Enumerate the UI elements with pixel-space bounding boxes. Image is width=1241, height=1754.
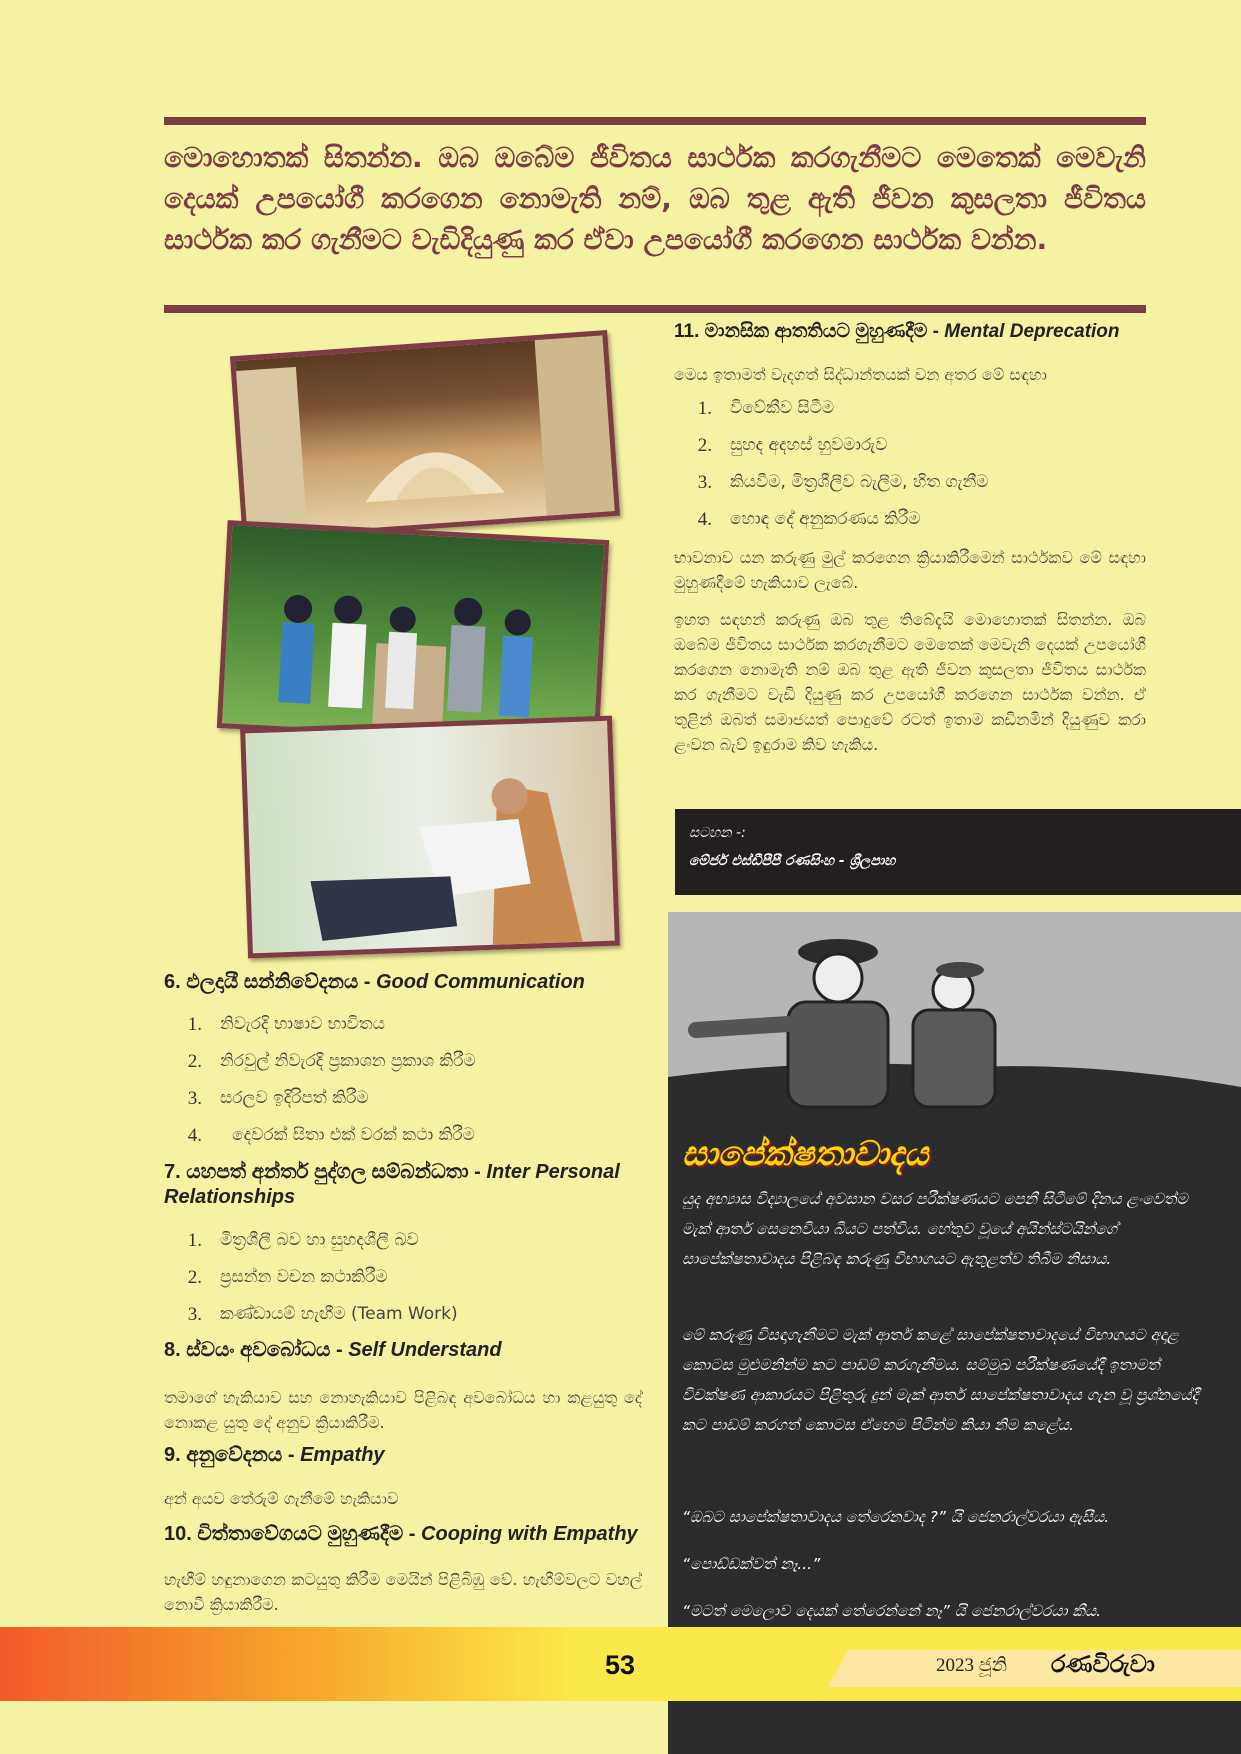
section-10-title-en: Cooping with Empathy	[421, 1523, 638, 1545]
page-number: 53	[605, 1650, 636, 1680]
cartoon-quote-2: “පොඩ්ඩක්වත් නෑ...”	[682, 1555, 821, 1573]
list-item: 1. විවේකීව සිටීම	[697, 398, 835, 419]
list-item-text: සුහද අදහස් හුවමාරුව	[730, 435, 888, 455]
list-item-text: නිවැරදි භාෂාව භාවිතය	[220, 1014, 385, 1034]
section-6-heading	[164, 970, 644, 995]
section-9-title-en: Empathy	[300, 1444, 385, 1466]
list-item-text: ප්‍රසන්න වචන කථාකිරීම	[220, 1267, 388, 1287]
cartoon-quote-1: “ඔබට සාපේක්ෂතාවාදය තේරෙනවාද ?” යි ජෙනරාල්වරයා ඇසීය.	[682, 1508, 1110, 1526]
list-item-text: හොඳ දේ අනුකරණය කිරීම	[730, 509, 921, 529]
list-item: 4. හොඳ දේ අනුකරණය කිරීම	[697, 509, 921, 530]
section-11-paragraph-1: භාවනාව යන කරුණු මුල් කරගෙන ක්‍රියාකිරීමෙන් සාර්ථකව මේ සඳහා මුහුණදීමේ හැකියාව ලැබේ.	[674, 548, 1146, 592]
section-11-intro: මෙය ඉතාමත් වැදගත් සිද්ධාන්තයක් වන අතර මේ සඳහා	[674, 365, 1047, 384]
friends-illustration	[222, 525, 604, 742]
section-11-title: 11. මානසික ආතතියට මුහුණදීම -	[674, 321, 945, 342]
section-6-title-en: Good Communication	[376, 971, 585, 993]
note-author: මේජර් එස්ඩීපීපී රණසිංහ - ශ්‍රීලපාහ	[689, 853, 896, 869]
list-item-text: නිරවුල් නිවැරදි ප්‍රකාශන ප්‍රකාශ කිරීම	[220, 1051, 476, 1071]
magazine-brand: රණවිරුවා	[1051, 1650, 1155, 1678]
section-8-title-en: Self Understand	[348, 1339, 502, 1361]
note-label: සටහන -:	[689, 825, 746, 841]
list-item: 3. කණ්ඩායම් හැඟීම (Team Work)	[187, 1304, 458, 1325]
list-item-text: දෙවරක් සිතා එක් වරක් කථා කිරීම	[232, 1125, 475, 1145]
list-item-text: කියවීම, මිත්‍රශීලීව බැලීම, හිත ගැනීම	[730, 472, 989, 492]
section-10-heading	[164, 1522, 654, 1547]
section-11-paragraph-2: ඉහත සඳහන් කරුණු ඔබ තුළ තිබේදැයි මොහොතක් සිතන්න. ඔබ ඔබේම ජීවිතය සාර්ථක කරගැනීමට මෙතෙක් මෙවැනි දෙයක් උපයෝගී කරගෙන නොමැති නම් ඔබ තුළ ඇති ජීවන කුසලතා ජීවිතය සාර්ථක කර ගැනීමට වැඩි දියුණු කර උපයෝගී කරගෙන සාර්ථක වන්න. ඒ තුළින් ඔබත් සමාජයත් පොදුවේ රටත් ඉතාම කඩිනමින් දියුණුව කරා ළංවන බැව් ඉඳුරාම කිව හැකිය.	[674, 610, 1146, 754]
list-item-text: සරලව ඉදිරිපත් කිරීම	[220, 1088, 369, 1108]
list-item: 3. කියවීම, මිත්‍රශීලීව බැලීම, හිත ගැනීම	[697, 472, 989, 493]
relaxing-man-photo	[240, 716, 620, 959]
top-rule	[164, 117, 1146, 125]
section-7-heading	[164, 1160, 654, 1210]
section-11-title-en: Mental Deprecation	[944, 321, 1120, 342]
section-11-list	[674, 398, 1146, 546]
man-illustration	[245, 721, 614, 953]
list-item-text: විවේකීව සිටීම	[730, 398, 835, 418]
books-photo	[230, 330, 620, 542]
list-item: 2. සුහද අදහස් හුවමාරුව	[697, 435, 888, 456]
section-8-text: තමාගේ හැකියාව සහ නොහැකියාව පිළිබඳ අවබෝධය හා කළයුතු දේ නොකළ යුතු දේ අනුව ක්‍රියාකිරීම.	[164, 1388, 642, 1432]
friends-photo	[217, 520, 609, 748]
section-8-title: 8. ස්වයං අවබෝධය -	[164, 1339, 349, 1361]
cartoon-illustration	[668, 912, 1241, 1112]
list-item: 2. නිරවුල් නිවැරදි ප්‍රකාශන ප්‍රකාශ කිරීම	[187, 1051, 476, 1072]
section-10-text: හැඟීම් හඳුනාගෙන කටයුතු කිරීම මෙයින් පිළිබිඹු වේ. හැඟීම්වලට වහල් නොවී ක්‍රියාකිරීම.	[164, 1570, 642, 1614]
footer-band	[0, 1627, 668, 1701]
section-9-title: 9. අනුවේදනය -	[164, 1444, 301, 1466]
cartoon-quote-3: “මටත් මෙලොව දෙයක් තේරෙන්නේ නෑ” යි ජෙනරාල්වරයා කීය.	[682, 1602, 1102, 1620]
pull-quote: මොහොතක් සිතන්න. ඔබ ඔබේම ජීවිතය සාර්ථක කරගැනීමට මෙතෙක් මෙවැනි දෙයක් උපයෝගී කරගෙන නොමැති නම්, ඔබ තුළ ඇති ජීවන කුසලතා ජීවිතය සාර්ථක කර ගැනීමට වැඩිදියුණු කර ඒවා උපයෝගී කරගෙන සාර්ථක වන්න.	[164, 141, 1146, 256]
list-item: 2. ප්‍රසන්න වචන කථාකිරීම	[187, 1267, 388, 1288]
footer-band-right	[668, 1627, 1241, 1701]
section-9-heading	[164, 1443, 644, 1468]
section-8-heading	[164, 1338, 644, 1363]
list-item: 1. නිවැරදි භාෂාව භාවිතය	[187, 1014, 385, 1035]
section-7-list	[164, 1230, 644, 1341]
cartoon-paragraph-2: මේ කරුණු විසඳාගැනීමට මැක් ආතර් කළේ සාපේක්ෂතාවාදයේ විභාගයට අදාළ කොටස මුළුමනින්ම කට පාඩම් කරගැනීමය. සම්මුඛ පරීක්ෂණයේදී ඉතාමත් විචක්ෂණ ආකාරයට පිළිතුරු දුන් මැක් ආතර් සාපේක්ෂතාවාදය ගැන වූ ප්‍රශ්නයේදී කට පාඩම් කරගත් කොටස ඒහෙම පිටින්ම කියා නිම කළේය.	[682, 1326, 1199, 1434]
bottom-rule	[164, 305, 1146, 313]
section-7-title-en: Inter Personal Relationships	[164, 1161, 620, 1208]
cartoon-title: සාපේක්ෂතාවාදය	[682, 1134, 929, 1174]
section-11-heading	[674, 319, 1154, 344]
section-9-text: අන් අයව තේරුම් ගැනීමේ හැකියාව	[164, 1489, 399, 1508]
issue-date: 2023 ජූනි	[936, 1655, 1008, 1676]
section-6-list	[164, 1014, 644, 1162]
section-10-title: 10. චිත්තාවේගයට මුහුණදීම -	[164, 1523, 422, 1545]
list-item-text: මිත්‍රශීලී බව හා සුහදශීලී බව	[220, 1230, 419, 1250]
author-note	[675, 809, 1241, 895]
list-item: 3. සරලව ඉදිරිපත් කිරීම	[187, 1088, 369, 1109]
cartoon-paragraph-1: යුද අභ්‍යාස විද්‍යාලයේ අවසාන වසර පරීක්ෂණයට පෙනී සිටීමේ දිනය ළංවෙත්ම මැක් ආතර් සෙනෙවියා බියට පත්විය. හේතුව වූයේ අයින්ස්ටයින්ගේ සාපේක්ෂතාවාදය පිළිබඳ කරුණු විභාගයට ඇතුළත්ව තිබීම නිසාය.	[682, 1190, 1188, 1268]
section-6-title: 6. ඵලදායී සන්නිවේදනය -	[164, 971, 376, 993]
section-7-title: 7. යහපත් අන්තර් පුද්ගල සම්බන්ධතා -	[164, 1161, 487, 1183]
books-illustration	[235, 335, 614, 536]
list-item: 1. මිත්‍රශීලී බව හා සුහදශීලී බව	[187, 1230, 419, 1251]
list-item-text: කණ්ඩායම් හැඟීම (Team Work)	[220, 1304, 458, 1324]
list-item: 4. දෙවරක් සිතා එක් වරක් කථා කිරීම	[187, 1125, 475, 1146]
